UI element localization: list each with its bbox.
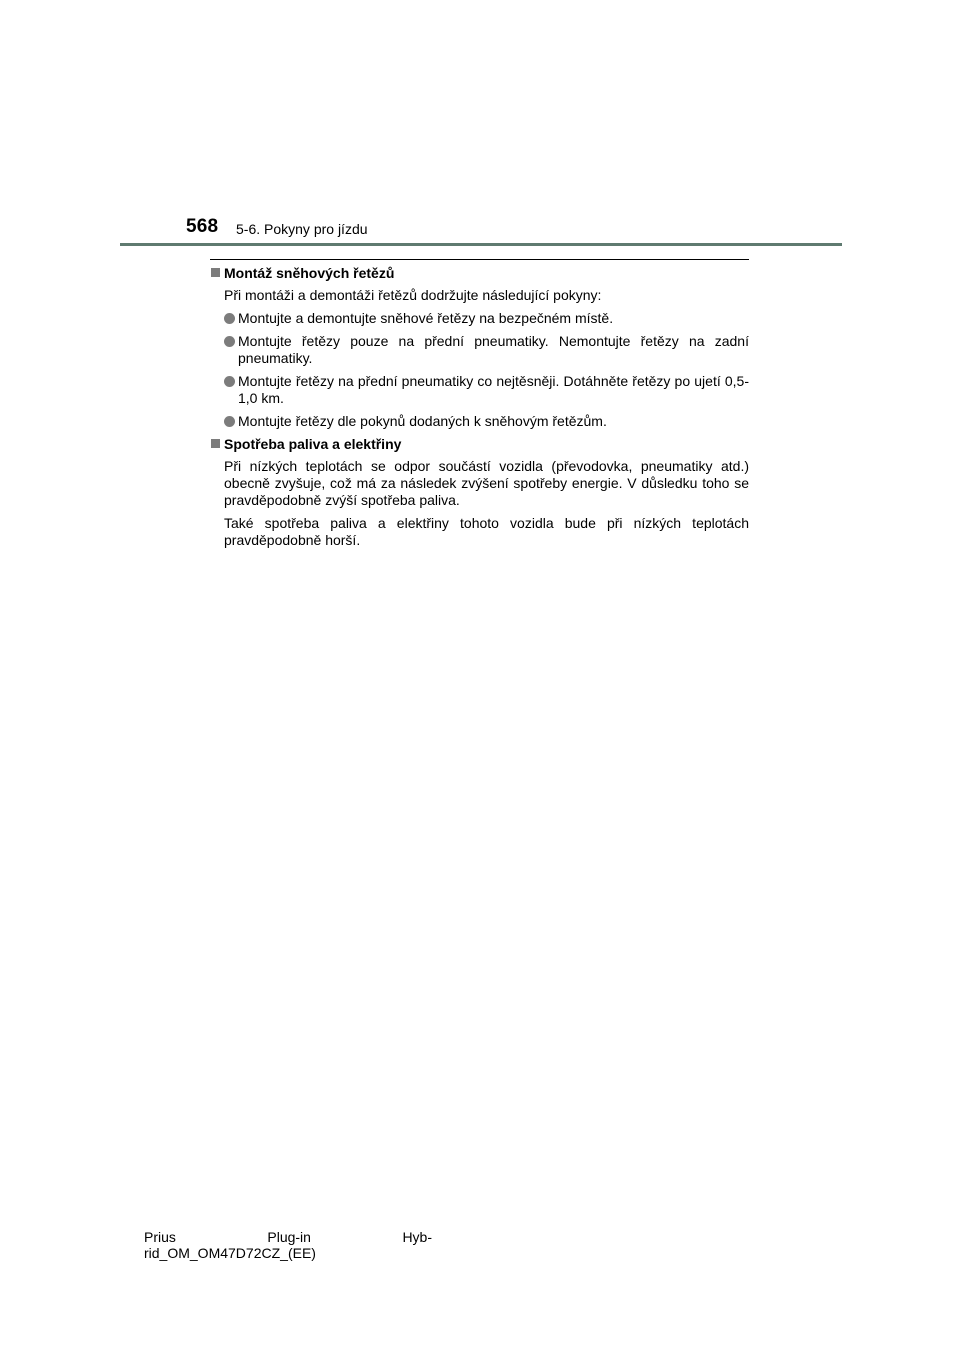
header-rule [120,243,842,246]
list-item-text: Montujte řetězy na přední pneumatiky co nejtěsněji. Dotáhněte řetězy po ujetí 0,5-1,0 km. [238,373,749,406]
document-footer [144,1229,432,1261]
section-paragraph: Při nízkých teplotách se odpor součástí vozidla (převodovka, pneumatiky atd.) obecně zvyšuje, což má za následek zvýšení spotřeby energie. V důsledku toho se pravděpodobně zvýší spotřeba paliva. [224,458,749,508]
footer-word: Hyb- [402,1229,432,1245]
square-bullet-icon [211,268,220,277]
list-item-text: Montujte řetězy dle pokynů dodaných k sněhovým řetězům. [238,413,607,429]
footer-line: rid_OM_OM47D72CZ_(EE) [144,1245,316,1261]
list-item-text: Montujte řetězy pouze na přední pneumatiky. Nemontujte řetězy na zadní pneumatiky. [238,333,749,366]
list-item-text: Montujte a demontujte sněhové řetězy na bezpečném místě. [238,310,614,326]
section-heading-text: Spotřeba paliva a elektřiny [224,436,402,452]
circle-bullet-icon [224,336,235,347]
footer-line [144,1229,432,1245]
section-title: 5-6. Pokyny pro jízdu [236,221,368,237]
list-item [224,310,749,327]
square-bullet-icon [211,439,220,448]
circle-bullet-icon [224,416,235,427]
section-heading [210,265,749,282]
footer-word: Plug-in [267,1229,311,1245]
content-rule [210,259,749,260]
section-heading-text: Montáž sněhových řetězů [224,265,395,281]
circle-bullet-icon [224,313,235,324]
page-content [210,265,749,555]
list-item [224,333,749,367]
footer-word: Prius [144,1229,176,1245]
section-heading [210,436,749,453]
page-number: 568 [186,216,219,237]
list-item [224,373,749,407]
section-paragraph: Také spotřeba paliva a elektřiny tohoto vozidla bude při nízkých teplotách pravděpodobně horší. [224,515,749,548]
list-item [224,413,749,430]
section-intro: Při montáži a demontáži řetězů dodržujte následující pokyny: [224,287,602,303]
circle-bullet-icon [224,376,235,387]
